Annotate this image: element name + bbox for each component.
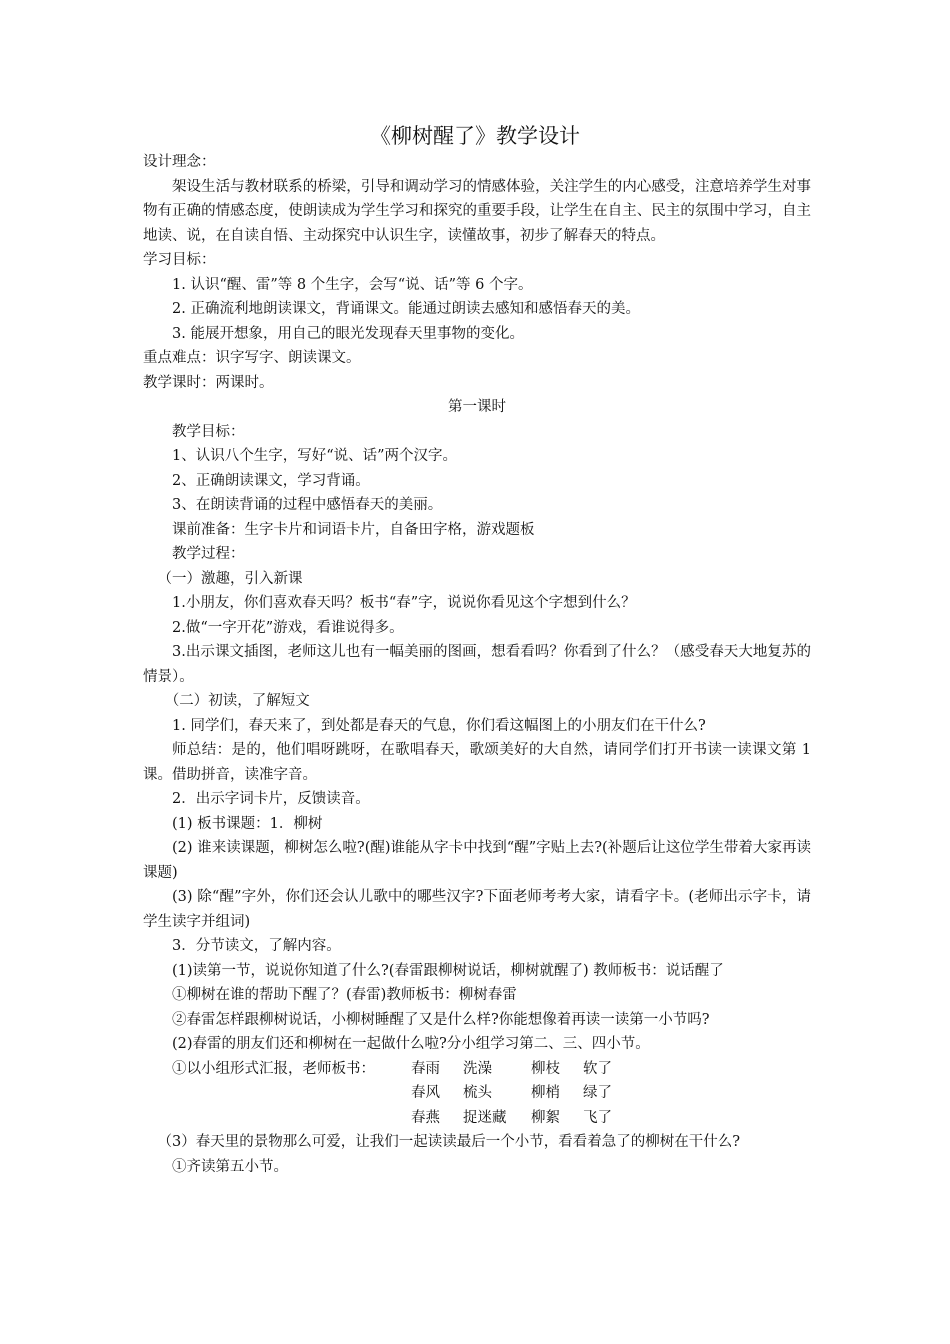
key-points: 重点难点：识字写字、朗读课文。 — [143, 350, 361, 366]
board-cell: 柳梢 — [531, 1085, 560, 1101]
section1-item: 2.做“一字开花”游戏，看谁说得多。 — [172, 619, 404, 636]
process-heading: 教学过程： — [172, 546, 245, 562]
concept-text: 架设生活与教材联系的桥梁，引导和调动学习的情感体验，关注学生的内心感受，注意培养学生对事物有正确的情感态度，使朗读成为学生学习和探究的重要手段，让学生在自主、民主的氛围中学习，自主地读、说，在自读自悟、主动探究中认识生字，读懂故事，初步了解春天的特点。 — [143, 178, 811, 244]
lesson1-prep: 课前准备：生字卡片和词语卡片，自备田字格，游戏题板 — [172, 521, 535, 538]
board-cell: 梳头 — [463, 1085, 492, 1101]
document-body — [143, 150, 811, 1179]
board-cell: 春雨 — [411, 1060, 440, 1077]
section1-heading: （一）激趣，引入新课 — [157, 570, 303, 587]
goals-heading: 学习目标： — [143, 252, 216, 268]
section2-item: ②春雷怎样跟柳树说话，小柳树睡醒了又是什么样?你能想像着再读一读第一小节吗? — [172, 1011, 710, 1028]
board-cell: 飞了 — [583, 1109, 612, 1126]
document-title: 《柳树醒了》教学设计 — [370, 124, 580, 148]
goal-item: 1. 认识“醒、雷”等 8 个生字，会写“说、话”等 6 个字。 — [172, 276, 533, 293]
board-cell: 柳絮 — [531, 1109, 560, 1126]
board-row — [143, 1081, 811, 1106]
teaching-hours: 教学课时：两课时。 — [143, 374, 274, 391]
section2-item: (2)春雷的朋友们还和柳树在一起做什么啦?分小组学习第二、三、四小节。 — [172, 1036, 650, 1052]
lesson1-goal: 3、在朗读背诵的过程中感悟春天的美丽。 — [172, 497, 443, 513]
board-cell: 软了 — [583, 1060, 612, 1077]
board-cell: 柳枝 — [531, 1060, 560, 1077]
board-cell: 春燕 — [411, 1109, 440, 1126]
section2-item: 3．分节读文，了解内容。 — [172, 938, 341, 954]
goal-item: 2. 正确流利地朗读课文，背诵课文。能通过朗读去感知和感悟春天的美。 — [172, 301, 640, 317]
section2-item: (3) 除“醒”字外，你们还会认儿歌中的哪些汉字?下面老师考考大家，请看字卡。(老师出示字卡，请学生读字并组词) — [143, 889, 811, 930]
section2-item: ①柳树在谁的帮助下醒了？(春雷)教师板书：柳树春雷 — [172, 987, 517, 1003]
board-cell: 洗澡 — [463, 1060, 492, 1077]
board-row — [143, 1106, 811, 1131]
board-cell: 春风 — [411, 1085, 440, 1101]
section2-item: (1)读第一节，说说你知道了什么?(春雷跟柳树说话，柳树就醒了) 教师板书：说话醒了 — [172, 962, 724, 979]
section2-item: 师总结：是的，他们唱呀跳呀，在歌唱春天，歌颂美好的大自然，请同学们打开书读一读课文第 1 课。借助拼音，读准字音。 — [143, 742, 811, 783]
section2-subheading: （3）春天里的景物那么可爱，让我们一起读读最后一个小节，看看着急了的柳树在干什么? — [157, 1134, 740, 1150]
board-cell: 捉迷藏 — [463, 1109, 507, 1126]
section2-item: (2) 谁来读课题，柳树怎么啦?(醒)谁能从字卡中找到“醒”字贴上去?(补题后让这位学生带着大家再读课题) — [143, 840, 811, 881]
section2-item: (1) 板书课题：1．柳树 — [172, 815, 323, 832]
concept-heading: 设计理念： — [143, 154, 216, 170]
lesson1-heading: 第一课时 — [448, 399, 506, 415]
section2-item: 1. 同学们，春天来了，到处都是春天的气息，你们看这幅图上的小朋友们在干什么? — [172, 717, 706, 734]
lesson1-goal: 1、认识八个生字，写好“说、话”两个汉字。 — [172, 448, 458, 464]
section1-item: 1.小朋友，你们喜欢春天吗？板书“春”字，说说你看见这个字想到什么？ — [172, 595, 636, 611]
section2-item: 2．出示字词卡片，反馈读音。 — [172, 791, 370, 807]
section2-heading: （二）初读，了解短文 — [164, 693, 310, 709]
board-lead: ①以小组形式汇报，老师板书： — [172, 1060, 375, 1077]
section2-item: ①齐读第五小节。 — [172, 1158, 288, 1175]
lesson1-goals-heading: 教学目标： — [172, 423, 245, 440]
lesson1-goal: 2、正确朗读课文，学习背诵。 — [172, 472, 370, 489]
board-cell: 绿了 — [583, 1085, 612, 1101]
section1-item: 3.出示课文插图，老师这儿也有一幅美丽的图画，想看看吗？你看到了什么？（感受春天大地复苏的情景）。 — [143, 644, 811, 685]
goal-item: 3. 能展开想象，用自己的眼光发现春天里事物的变化。 — [172, 325, 524, 342]
board-row — [143, 1057, 811, 1082]
